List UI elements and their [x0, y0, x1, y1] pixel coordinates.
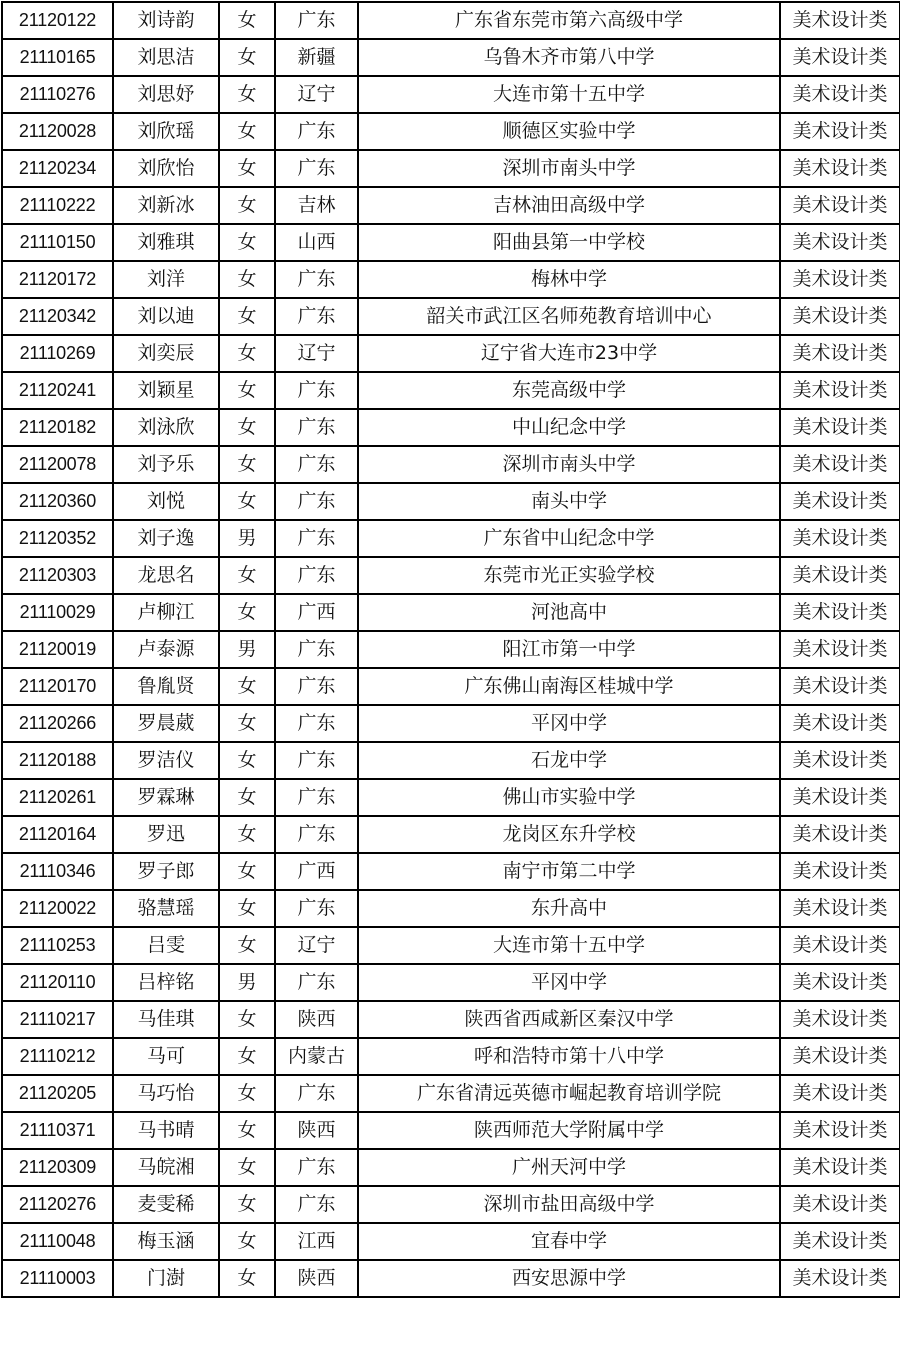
roster-body: [2, 2, 900, 1297]
exam-number-cell: 21120078: [2, 446, 113, 483]
school-name-cell: 中山纪念中学: [358, 409, 780, 446]
student-name-cell: 刘子逸: [113, 520, 219, 557]
category-cell: 美术设计类: [780, 261, 900, 298]
exam-number-cell: 21120019: [2, 631, 113, 668]
exam-number-cell: 21120205: [2, 1075, 113, 1112]
school-name-cell: 辽宁省大连市23中学: [358, 335, 780, 372]
exam-number-cell: 21110029: [2, 594, 113, 631]
table-row: [2, 261, 900, 298]
table-row: [2, 39, 900, 76]
category-cell: 美术设计类: [780, 1001, 900, 1038]
table-row: [2, 298, 900, 335]
province-cell: 广东: [275, 779, 358, 816]
exam-number-cell: 21110371: [2, 1112, 113, 1149]
exam-number-cell: 21120261: [2, 779, 113, 816]
school-name-cell: 阳曲县第一中学校: [358, 224, 780, 261]
gender-cell: 女: [219, 1112, 275, 1149]
category-cell: 美术设计类: [780, 668, 900, 705]
category-cell: 美术设计类: [780, 1112, 900, 1149]
province-cell: 广东: [275, 261, 358, 298]
table-row: [2, 853, 900, 890]
exam-number-cell: 21110212: [2, 1038, 113, 1075]
student-name-cell: 刘悦: [113, 483, 219, 520]
province-cell: 广东: [275, 2, 358, 39]
student-name-cell: 罗迅: [113, 816, 219, 853]
student-name-cell: 龙思名: [113, 557, 219, 594]
school-name-cell: 石龙中学: [358, 742, 780, 779]
school-name-cell: 陕西省西咸新区秦汉中学: [358, 1001, 780, 1038]
province-cell: 广东: [275, 446, 358, 483]
school-name-cell: 梅林中学: [358, 261, 780, 298]
school-name-cell: 宜春中学: [358, 1223, 780, 1260]
table-row: [2, 372, 900, 409]
province-cell: 广东: [275, 890, 358, 927]
gender-cell: 女: [219, 594, 275, 631]
student-name-cell: 鲁胤贤: [113, 668, 219, 705]
category-cell: 美术设计类: [780, 816, 900, 853]
student-name-cell: 刘洋: [113, 261, 219, 298]
province-cell: 广东: [275, 668, 358, 705]
gender-cell: 女: [219, 446, 275, 483]
province-cell: 吉林: [275, 187, 358, 224]
student-name-cell: 梅玉涵: [113, 1223, 219, 1260]
category-cell: 美术设计类: [780, 335, 900, 372]
exam-number-cell: 21110346: [2, 853, 113, 890]
category-cell: 美术设计类: [780, 150, 900, 187]
province-cell: 江西: [275, 1223, 358, 1260]
school-name-cell: 广东佛山南海区桂城中学: [358, 668, 780, 705]
gender-cell: 女: [219, 1186, 275, 1223]
school-name-cell: 深圳市南头中学: [358, 446, 780, 483]
province-cell: 广西: [275, 853, 358, 890]
category-cell: 美术设计类: [780, 1038, 900, 1075]
province-cell: 陕西: [275, 1260, 358, 1297]
gender-cell: 女: [219, 113, 275, 150]
student-name-cell: 刘诗韵: [113, 2, 219, 39]
student-name-cell: 刘颖星: [113, 372, 219, 409]
province-cell: 陕西: [275, 1112, 358, 1149]
province-cell: 广东: [275, 1186, 358, 1223]
category-cell: 美术设计类: [780, 705, 900, 742]
school-name-cell: 平冈中学: [358, 964, 780, 1001]
school-name-cell: 东莞高级中学: [358, 372, 780, 409]
gender-cell: 女: [219, 187, 275, 224]
gender-cell: 女: [219, 335, 275, 372]
exam-number-cell: 21120122: [2, 2, 113, 39]
exam-number-cell: 21110048: [2, 1223, 113, 1260]
category-cell: 美术设计类: [780, 557, 900, 594]
province-cell: 广东: [275, 964, 358, 1001]
category-cell: 美术设计类: [780, 631, 900, 668]
student-name-cell: 刘予乐: [113, 446, 219, 483]
gender-cell: 女: [219, 150, 275, 187]
category-cell: 美术设计类: [780, 483, 900, 520]
school-name-cell: 广东省清远英德市崛起教育培训学院: [358, 1075, 780, 1112]
student-name-cell: 吕雯: [113, 927, 219, 964]
school-name-cell: 韶关市武江区名师苑教育培训中心: [358, 298, 780, 335]
category-cell: 美术设计类: [780, 890, 900, 927]
student-name-cell: 刘欣瑶: [113, 113, 219, 150]
school-name-cell: 大连市第十五中学: [358, 76, 780, 113]
category-cell: 美术设计类: [780, 520, 900, 557]
student-name-cell: 刘思妤: [113, 76, 219, 113]
school-name-cell: 河池高中: [358, 594, 780, 631]
gender-cell: 女: [219, 1223, 275, 1260]
gender-cell: 女: [219, 816, 275, 853]
category-cell: 美术设计类: [780, 1075, 900, 1112]
exam-number-cell: 21120182: [2, 409, 113, 446]
exam-number-cell: 21110269: [2, 335, 113, 372]
school-name-cell: 呼和浩特市第十八中学: [358, 1038, 780, 1075]
exam-number-cell: 21110222: [2, 187, 113, 224]
admission-roster-table: [1, 1, 900, 1298]
gender-cell: 女: [219, 1038, 275, 1075]
student-name-cell: 罗洁仪: [113, 742, 219, 779]
province-cell: 广东: [275, 557, 358, 594]
school-name-cell: 南头中学: [358, 483, 780, 520]
table-row: [2, 927, 900, 964]
table-row: [2, 705, 900, 742]
school-name-cell: 乌鲁木齐市第八中学: [358, 39, 780, 76]
table-row: [2, 742, 900, 779]
category-cell: 美术设计类: [780, 372, 900, 409]
school-name-cell: 东莞市光正实验学校: [358, 557, 780, 594]
school-name-cell: 龙岗区东升学校: [358, 816, 780, 853]
table-row: [2, 520, 900, 557]
table-row: [2, 335, 900, 372]
category-cell: 美术设计类: [780, 1186, 900, 1223]
gender-cell: 女: [219, 779, 275, 816]
table-row: [2, 890, 900, 927]
gender-cell: 女: [219, 1260, 275, 1297]
student-name-cell: 马可: [113, 1038, 219, 1075]
school-name-cell: 深圳市盐田高级中学: [358, 1186, 780, 1223]
exam-number-cell: 21110217: [2, 1001, 113, 1038]
category-cell: 美术设计类: [780, 76, 900, 113]
province-cell: 广东: [275, 372, 358, 409]
school-name-cell: 东升高中: [358, 890, 780, 927]
table-row: [2, 1186, 900, 1223]
student-name-cell: 刘泳欣: [113, 409, 219, 446]
table-row: [2, 76, 900, 113]
exam-number-cell: 21120266: [2, 705, 113, 742]
category-cell: 美术设计类: [780, 853, 900, 890]
category-cell: 美术设计类: [780, 927, 900, 964]
province-cell: 广东: [275, 520, 358, 557]
exam-number-cell: 21120360: [2, 483, 113, 520]
exam-number-cell: 21120241: [2, 372, 113, 409]
exam-number-cell: 21110165: [2, 39, 113, 76]
table-row: [2, 483, 900, 520]
student-name-cell: 刘以迪: [113, 298, 219, 335]
table-row: [2, 150, 900, 187]
gender-cell: 女: [219, 1001, 275, 1038]
exam-number-cell: 21110003: [2, 1260, 113, 1297]
province-cell: 广东: [275, 113, 358, 150]
province-cell: 广东: [275, 483, 358, 520]
gender-cell: 女: [219, 261, 275, 298]
school-name-cell: 深圳市南头中学: [358, 150, 780, 187]
exam-number-cell: 21120234: [2, 150, 113, 187]
gender-cell: 女: [219, 372, 275, 409]
exam-number-cell: 21110276: [2, 76, 113, 113]
exam-number-cell: 21120352: [2, 520, 113, 557]
category-cell: 美术设计类: [780, 113, 900, 150]
exam-number-cell: 21120172: [2, 261, 113, 298]
category-cell: 美术设计类: [780, 2, 900, 39]
gender-cell: 女: [219, 927, 275, 964]
school-name-cell: 大连市第十五中学: [358, 927, 780, 964]
table-row: [2, 668, 900, 705]
gender-cell: 女: [219, 2, 275, 39]
category-cell: 美术设计类: [780, 779, 900, 816]
province-cell: 广西: [275, 594, 358, 631]
student-name-cell: 刘奕辰: [113, 335, 219, 372]
gender-cell: 女: [219, 668, 275, 705]
exam-number-cell: 21120170: [2, 668, 113, 705]
table-row: [2, 1260, 900, 1297]
province-cell: 广东: [275, 816, 358, 853]
category-cell: 美术设计类: [780, 39, 900, 76]
gender-cell: 女: [219, 742, 275, 779]
table-row: [2, 964, 900, 1001]
student-name-cell: 麦雯稀: [113, 1186, 219, 1223]
student-name-cell: 卢泰源: [113, 631, 219, 668]
table-row: [2, 816, 900, 853]
student-name-cell: 罗子郎: [113, 853, 219, 890]
exam-number-cell: 21120309: [2, 1149, 113, 1186]
student-name-cell: 罗霖琳: [113, 779, 219, 816]
student-name-cell: 马巧怡: [113, 1075, 219, 1112]
category-cell: 美术设计类: [780, 594, 900, 631]
gender-cell: 女: [219, 1075, 275, 1112]
student-name-cell: 吕梓铭: [113, 964, 219, 1001]
school-name-cell: 南宁市第二中学: [358, 853, 780, 890]
province-cell: 辽宁: [275, 335, 358, 372]
student-name-cell: 骆慧瑶: [113, 890, 219, 927]
gender-cell: 女: [219, 298, 275, 335]
category-cell: 美术设计类: [780, 446, 900, 483]
gender-cell: 男: [219, 520, 275, 557]
category-cell: 美术设计类: [780, 964, 900, 1001]
school-name-cell: 广州天河中学: [358, 1149, 780, 1186]
gender-cell: 女: [219, 890, 275, 927]
category-cell: 美术设计类: [780, 224, 900, 261]
table-row: [2, 187, 900, 224]
exam-number-cell: 21120028: [2, 113, 113, 150]
province-cell: 广东: [275, 1149, 358, 1186]
province-cell: 广东: [275, 150, 358, 187]
gender-cell: 女: [219, 39, 275, 76]
student-name-cell: 马佳琪: [113, 1001, 219, 1038]
exam-number-cell: 21120022: [2, 890, 113, 927]
table-row: [2, 631, 900, 668]
province-cell: 广东: [275, 409, 358, 446]
student-name-cell: 刘新冰: [113, 187, 219, 224]
table-row: [2, 113, 900, 150]
province-cell: 广东: [275, 705, 358, 742]
table-row: [2, 1223, 900, 1260]
table-row: [2, 1001, 900, 1038]
table-row: [2, 1075, 900, 1112]
province-cell: 广东: [275, 742, 358, 779]
school-name-cell: 西安思源中学: [358, 1260, 780, 1297]
gender-cell: 男: [219, 631, 275, 668]
school-name-cell: 陕西师范大学附属中学: [358, 1112, 780, 1149]
gender-cell: 女: [219, 409, 275, 446]
school-name-cell: 平冈中学: [358, 705, 780, 742]
gender-cell: 女: [219, 705, 275, 742]
school-name-cell: 吉林油田高级中学: [358, 187, 780, 224]
exam-number-cell: 21120188: [2, 742, 113, 779]
gender-cell: 女: [219, 557, 275, 594]
exam-number-cell: 21120110: [2, 964, 113, 1001]
province-cell: 山西: [275, 224, 358, 261]
school-name-cell: 顺德区实验中学: [358, 113, 780, 150]
table-row: [2, 1038, 900, 1075]
exam-number-cell: 21120303: [2, 557, 113, 594]
table-row: [2, 779, 900, 816]
student-name-cell: 刘思洁: [113, 39, 219, 76]
table-row: [2, 446, 900, 483]
province-cell: 广东: [275, 1075, 358, 1112]
exam-number-cell: 21120276: [2, 1186, 113, 1223]
student-name-cell: 马书晴: [113, 1112, 219, 1149]
category-cell: 美术设计类: [780, 409, 900, 446]
school-name-cell: 广东省中山纪念中学: [358, 520, 780, 557]
exam-number-cell: 21110253: [2, 927, 113, 964]
category-cell: 美术设计类: [780, 1149, 900, 1186]
gender-cell: 女: [219, 853, 275, 890]
gender-cell: 女: [219, 224, 275, 261]
province-cell: 广东: [275, 631, 358, 668]
student-name-cell: 罗晨葳: [113, 705, 219, 742]
exam-number-cell: 21120164: [2, 816, 113, 853]
category-cell: 美术设计类: [780, 742, 900, 779]
gender-cell: 男: [219, 964, 275, 1001]
student-name-cell: 卢柳江: [113, 594, 219, 631]
province-cell: 陕西: [275, 1001, 358, 1038]
table-row: [2, 1112, 900, 1149]
school-name-cell: 佛山市实验中学: [358, 779, 780, 816]
province-cell: 新疆: [275, 39, 358, 76]
table-row: [2, 224, 900, 261]
province-cell: 广东: [275, 298, 358, 335]
gender-cell: 女: [219, 76, 275, 113]
category-cell: 美术设计类: [780, 1223, 900, 1260]
table-row: [2, 409, 900, 446]
school-name-cell: 广东省东莞市第六高级中学: [358, 2, 780, 39]
province-cell: 辽宁: [275, 927, 358, 964]
gender-cell: 女: [219, 1149, 275, 1186]
table-row: [2, 1149, 900, 1186]
exam-number-cell: 21120342: [2, 298, 113, 335]
student-name-cell: 马皖湘: [113, 1149, 219, 1186]
province-cell: 内蒙古: [275, 1038, 358, 1075]
table-row: [2, 557, 900, 594]
school-name-cell: 阳江市第一中学: [358, 631, 780, 668]
table-row: [2, 594, 900, 631]
gender-cell: 女: [219, 483, 275, 520]
student-name-cell: 刘欣怡: [113, 150, 219, 187]
table-row: [2, 2, 900, 39]
province-cell: 辽宁: [275, 76, 358, 113]
student-name-cell: 门澍: [113, 1260, 219, 1297]
category-cell: 美术设计类: [780, 187, 900, 224]
category-cell: 美术设计类: [780, 298, 900, 335]
category-cell: 美术设计类: [780, 1260, 900, 1297]
student-name-cell: 刘雅琪: [113, 224, 219, 261]
exam-number-cell: 21110150: [2, 224, 113, 261]
